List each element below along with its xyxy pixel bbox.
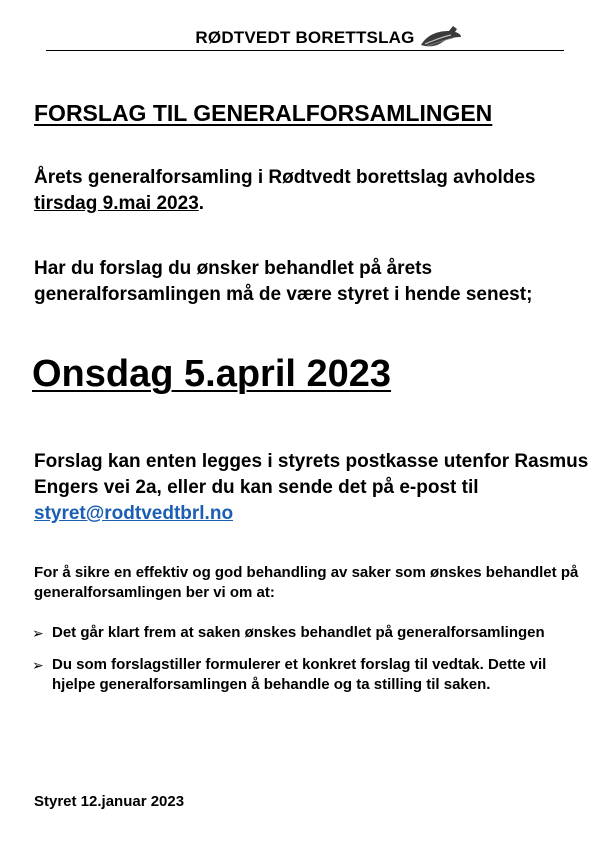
meeting-date: tirsdag 9.mai 2023: [34, 193, 199, 214]
organization-name: RØDTVEDT BORETTSLAG: [195, 28, 415, 47]
document-title: FORSLAG TIL GENERALFORSAMLINGEN: [34, 100, 493, 126]
intro-paragraph: [34, 165, 594, 217]
deadline-date: Onsdag 5.april 2023: [32, 353, 392, 395]
bird-logo-icon: [419, 23, 463, 49]
submission-paragraph: [34, 449, 594, 527]
arrow-bullet-icon: ➢: [32, 657, 44, 673]
submission-text: Forslag kan enten legges i styrets postkasse utenfor Rasmus Engers vei 2a, eller du kan sende det på e-post til: [34, 451, 589, 498]
list-item: [32, 623, 592, 643]
signature: Styret 12.januar 2023: [34, 793, 185, 810]
requirements-list: [32, 623, 592, 707]
list-item: [32, 655, 592, 695]
arrow-bullet-icon: ➢: [32, 625, 44, 641]
email-link[interactable]: styret@rodtvedtbrl.no: [34, 503, 234, 524]
list-item-text: Du som forslagstiller formulerer et konkret forslag til vedtak. Dette vil hjelpe generalforsamlingen å behandle og ta stilling til saken.: [52, 656, 547, 693]
intro-text: Årets generalforsamling i Rødtvedt borettslag avholdes: [34, 167, 536, 188]
list-item-text: Det går klart frem at saken ønskes behandlet på generalforsamlingen: [52, 624, 545, 641]
page-header: [46, 24, 564, 51]
guidance-paragraph: For å sikre en effektiv og god behandling av saker som ønskes behandlet på generalforsamlingen ber vi om at:: [34, 564, 579, 601]
intro-period: .: [198, 193, 205, 214]
request-paragraph: Har du forslag du ønsker behandlet på årets generalforsamlingen må de være styret i hende senest;: [34, 258, 533, 305]
